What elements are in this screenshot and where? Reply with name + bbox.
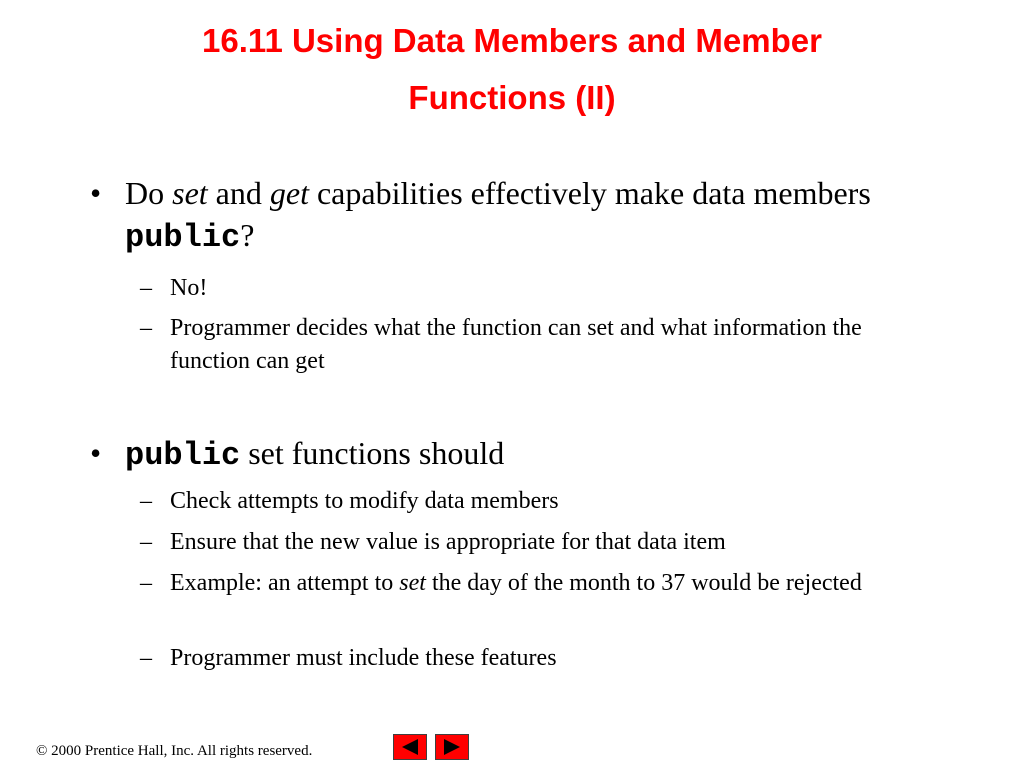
dash-symbol: – — [140, 529, 152, 555]
bullet-text-post: set functions should — [240, 435, 505, 471]
copyright-footer — [36, 742, 312, 760]
sub-item-text-pre: Example: an attempt to — [170, 570, 400, 596]
dash-symbol: – — [140, 275, 152, 301]
bullet-text — [125, 432, 930, 477]
sub-item-text — [170, 567, 910, 600]
bullet-text-pre: Do — [125, 175, 173, 211]
bullet-text — [125, 172, 930, 259]
sub-item-2-1 — [140, 485, 910, 518]
bullet-text-post: capabilities effectively make data members — [308, 175, 871, 211]
next-slide-button[interactable] — [435, 734, 469, 760]
emphasis-set: set — [399, 570, 426, 596]
bullet-item-2 — [90, 432, 930, 477]
emphasis-set: set — [172, 175, 208, 211]
slide-title — [60, 12, 964, 126]
bullet-symbol: • — [90, 175, 102, 211]
previous-slide-button[interactable] — [393, 734, 427, 760]
sub-item-2-4 — [140, 642, 910, 675]
slide-title-line-2: Functions (II) — [408, 79, 616, 116]
sub-item-1-2 — [140, 312, 910, 378]
sub-item-text: No! — [170, 275, 208, 301]
bullet-text-end: ? — [240, 217, 255, 253]
copyright-text: 2000 Prentice Hall, Inc. All rights reserved. — [47, 743, 313, 759]
sub-item-2-2 — [140, 526, 910, 559]
code-keyword-public: public — [125, 219, 241, 256]
bullet-text-mid: and — [207, 175, 270, 211]
sub-item-text: Check attempts to modify data members — [170, 488, 559, 514]
sub-item-text-post: the day of the month to 37 would be rejected — [425, 570, 862, 596]
sub-item-1-1 — [140, 272, 910, 305]
sub-item-text: Ensure that the new value is appropriate for that data item — [170, 529, 726, 555]
dash-symbol: – — [140, 488, 152, 514]
emphasis-get: get — [269, 175, 309, 211]
copyright-symbol: © — [36, 743, 48, 759]
right-arrow-icon — [436, 735, 468, 759]
code-keyword-public: public — [125, 437, 241, 474]
sub-item-text: Programmer must include these features — [170, 645, 557, 671]
sub-item-text: Programmer decides what the function can set and what information the function can get — [170, 315, 862, 374]
dash-symbol: – — [140, 645, 152, 671]
bullet-item-1 — [90, 172, 930, 259]
bullet-symbol: • — [90, 435, 102, 471]
sub-item-2-3 — [140, 567, 910, 600]
left-arrow-icon — [394, 735, 426, 759]
dash-symbol: – — [140, 570, 152, 596]
dash-symbol: – — [140, 315, 152, 341]
slide-title-line-1: 16.11 Using Data Members and Member — [202, 22, 822, 59]
